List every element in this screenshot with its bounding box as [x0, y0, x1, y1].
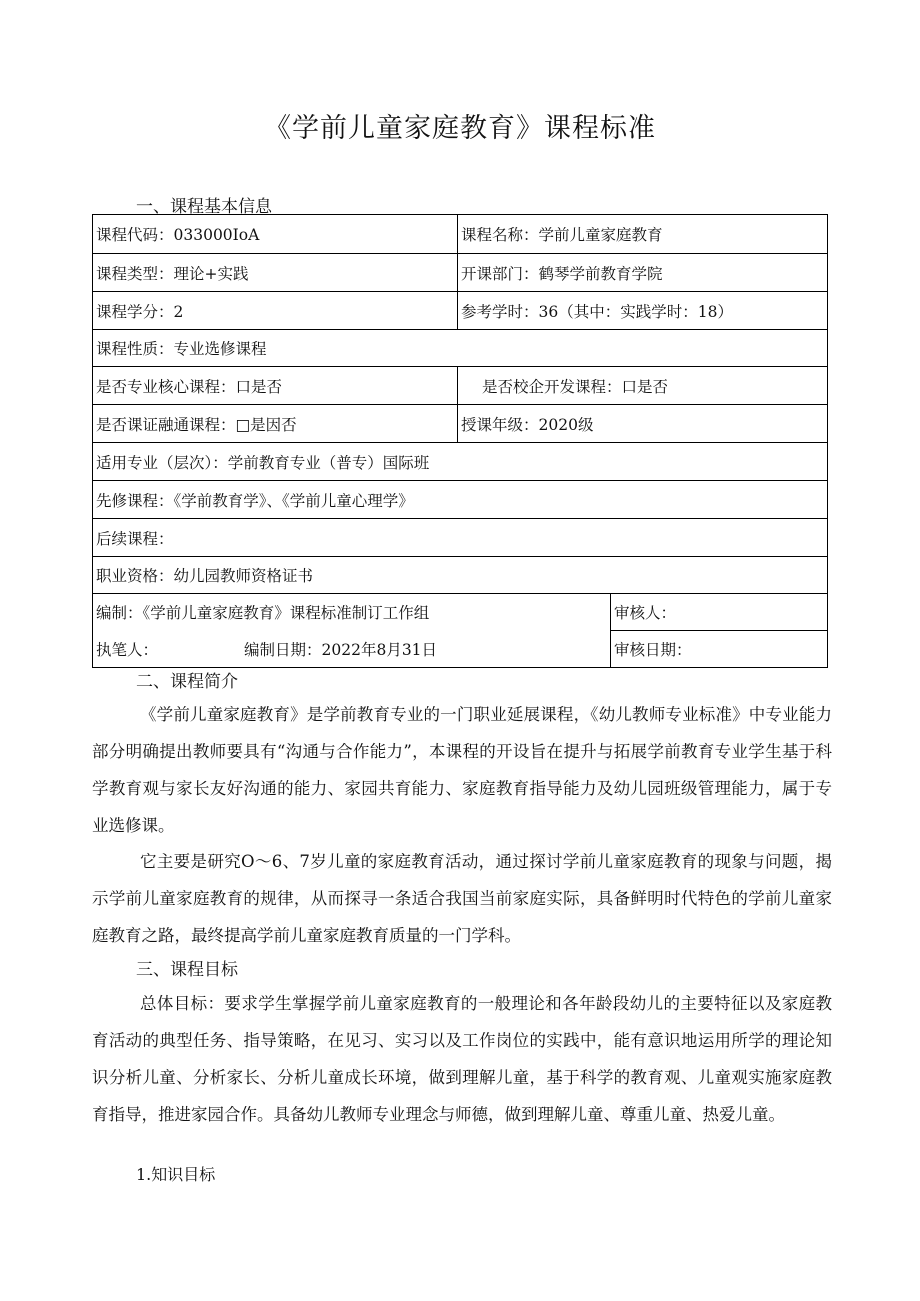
cell-major: 适用专业（层次）：学前教育专业（普专）国际班 [93, 443, 828, 481]
cell-prerequisite: 先修课程：《学前教育学》、《学前儿童心理学》 [93, 481, 828, 519]
cell-course-code: 课程代码：033000IoA [93, 215, 458, 254]
subheading-knowledge-goals: 1.知识目标 [136, 1165, 216, 1184]
writer-label: 执笔人： [96, 640, 159, 659]
course-info-table [92, 214, 828, 668]
cell-course-nature: 课程性质：专业选修课程 [93, 330, 828, 367]
intro-paragraph-2: 它主要是研究O〜6、7岁儿童的家庭教育活动，通过探讨学前儿童家庭教育的现象与问题，揭示学前儿童家庭教育的规律，从而探寻一条适合我国当前家庭实际，具备鲜明时代特色的学前儿童家庭教育之路，最终提高学前儿童家庭教育质量的一门学科。 [92, 852, 832, 945]
cell-course-type: 课程类型：理论+实践 [93, 254, 458, 292]
intro-paragraph-1: 《学前儿童家庭教育》是学前教育专业的一门职业延展课程，《幼儿教师专业标准》中专业能力部分明确提出教师要具有“沟通与合作能力”，本课程的开设旨在提升与拓展学前教育专业学生基于科学教育观与家长友好沟通的能力、家园共育能力、家庭教育指导能力及幼儿园班级管理能力，属于专业选修课。 [92, 705, 832, 835]
cell-follow-up: 后续课程： [93, 519, 828, 557]
cell-school-enterprise: 是否校企开发课程：口是否 [458, 367, 828, 405]
cell-credits: 课程学分：2 [93, 292, 458, 330]
document-title: 《学前儿童家庭教育》课程标准 [264, 113, 656, 144]
cell-editor: 编制：《学前儿童家庭教育》课程标准制订工作组 [93, 594, 611, 631]
cell-grade: 授课年级：2020级 [458, 405, 828, 443]
cell-course-name: 课程名称：学前儿童家庭教育 [458, 215, 828, 254]
cell-reviewer: 审核人： [611, 594, 828, 631]
edit-date: 编制日期：2022年8月31日 [244, 640, 438, 659]
cell-qualification: 职业资格：幼儿园教师资格证书 [93, 557, 828, 594]
objectives-paragraph: 总体目标：要求学生掌握学前儿童家庭教育的一般理论和各年龄段幼儿的主要特征以及家庭教育活动的典型任务、指导策略，在见习、实习以及工作岗位的实践中，能有意识地运用所学的理论知识分析儿童、分析家长、分析儿童成长环境，做到理解儿童，基于科学的教育观、儿童观实施家庭教育指导，推进家园合作。具备幼儿教师专业理念与师德，做到理解儿童、尊重儿童、热爱儿童。 [92, 994, 832, 1124]
cell-review-date: 审核日期： [611, 631, 828, 668]
cell-department: 开课部门：鹤琴学前教育学院 [458, 254, 828, 292]
section-heading-basic-info: 一、课程基本信息 [136, 197, 272, 217]
cell-writer-date [93, 631, 611, 668]
section-heading-objectives: 三、课程目标 [136, 960, 238, 980]
section-heading-intro: 二、课程简介 [136, 672, 238, 692]
cell-core-course: 是否专业核心课程：口是否 [93, 367, 458, 405]
cell-hours: 参考学时：36（其中：实践学时：18） [458, 292, 828, 330]
cell-cert-course: 是否课证融通课程：□是因否 [93, 405, 458, 443]
